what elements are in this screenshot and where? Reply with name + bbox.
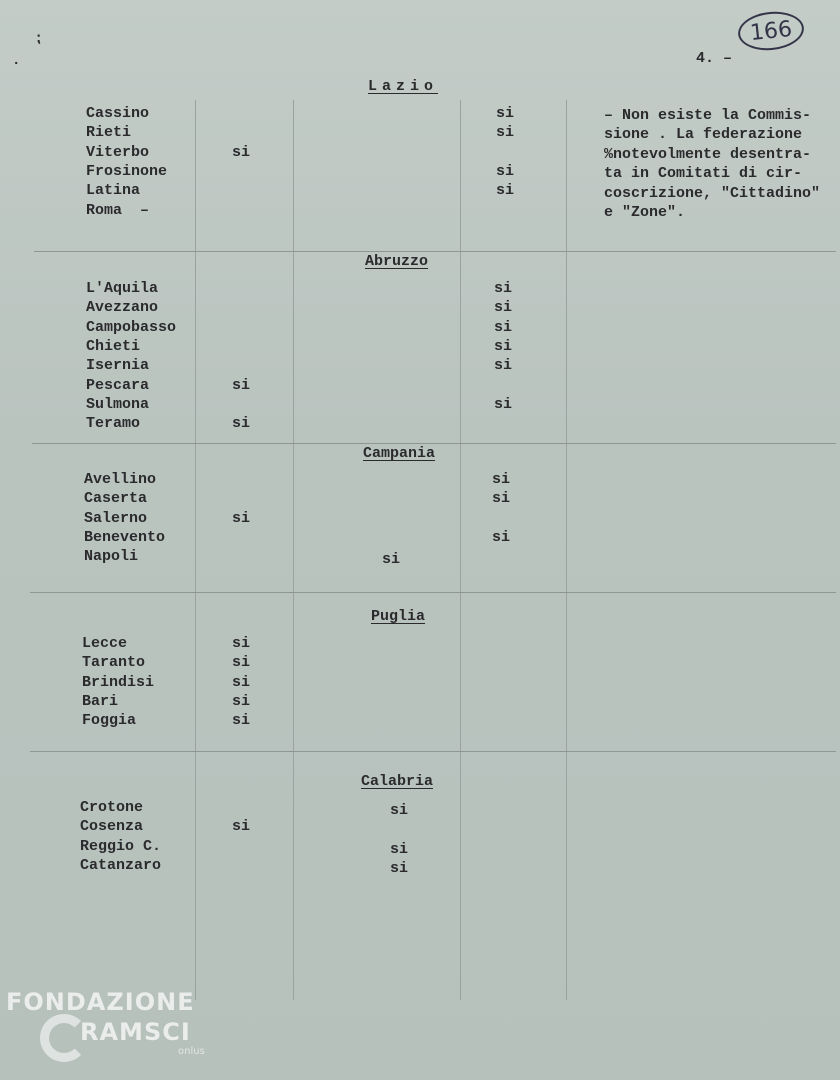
table-row [80,798,640,817]
city-name: Brindisi [82,673,155,691]
table-row [86,376,646,395]
table-row [86,201,646,220]
ink-dot: · [12,56,21,72]
col1-value: si [232,712,251,730]
city-name: Campobasso [86,318,177,336]
handwritten-page-number [736,9,806,54]
table-row [86,104,646,123]
table-row [86,143,646,162]
table-row [82,673,642,692]
section-divider [34,251,836,252]
table-row [86,318,646,337]
table-row [86,279,646,298]
city-name: Isernia [86,357,150,375]
ink-mark: ⁏ [36,31,41,47]
table-row [86,356,646,375]
table-row [84,470,644,489]
city-name: Frosinone [86,162,168,180]
city-name: Viterbo [86,143,150,161]
city-name: L'Aquila [86,280,159,297]
col1-value: si [232,654,251,672]
region-title-campania: Campania [363,445,436,462]
col2-value: si [390,859,409,877]
col2-value: si [390,802,409,819]
table-row [86,337,646,356]
col3-value: si [494,299,513,317]
col1-value: si [232,143,251,161]
col3-value: si [496,124,515,142]
col1-value: si [232,673,251,691]
city-name: Crotone [80,799,144,816]
sheet-number: 4. – [696,50,733,67]
col3-value: si [494,357,513,375]
table-row [80,837,640,856]
region-title-abruzzo: Abruzzo [365,253,429,270]
city-name: Avellino [84,471,157,488]
col3-value: si [494,318,513,336]
region-title-calabria: Calabria [361,773,434,790]
watermark-suffix: onlus [178,1046,205,1057]
city-name: Reggio C. [80,837,162,855]
col3-value: si [494,337,513,355]
city-name: Chieti [86,337,141,355]
city-name: Taranto [82,654,146,672]
city-name: Caserta [84,490,148,508]
col2-value: si [390,840,409,858]
table-row [86,162,646,181]
col1-value: si [232,692,251,710]
fondazione-gramsci-watermark [6,988,216,1070]
city-name: Salerno [84,509,148,527]
city-name: Pescara [86,376,150,394]
table-row [84,528,644,547]
city-name: Teramo [86,415,141,433]
city-name: Catanzaro [80,856,162,874]
watermark-line1: FONDAZIONE [6,988,195,1016]
table-row [86,181,646,200]
city-name: Cassino [86,105,150,122]
city-name: Avezzano [86,299,159,317]
col1-value: si [232,415,251,433]
col3-value: si [494,280,513,297]
col1-value: si [232,818,251,836]
city-name: Benevento [84,528,166,546]
table-row [86,414,646,433]
table-row [86,123,646,142]
col1-value: si [232,635,251,652]
col3-value: si [496,105,515,122]
table-row [84,547,644,569]
city-name: Lecce [82,635,128,652]
region-title-lazio: Lazio [368,78,439,95]
col1-value: si [232,509,251,527]
city-name: Cosenza [80,818,144,836]
col3-value: si [492,471,511,488]
city-name: Napoli [84,548,139,566]
city-name: Bari [82,692,119,710]
section-divider [30,751,836,752]
col3-value: si [496,182,515,200]
table-row [82,692,642,711]
page-number-text: 166 [748,16,794,46]
col2-value: si [382,551,401,569]
region-title-puglia: Puglia [371,608,426,625]
city-name: Roma – [86,201,150,219]
col1-value: si [232,376,251,394]
city-name: Rieti [86,124,132,142]
col3-value: si [492,490,511,508]
city-name: Latina [86,182,141,200]
col3-value: si [492,528,511,546]
col3-value: si [494,395,513,413]
city-name: Sulmona [86,395,150,413]
section-divider [32,443,836,444]
table-row [82,634,642,653]
table-row [80,856,640,875]
table-row [82,711,642,730]
table-row [80,817,640,836]
table-row [84,489,644,508]
city-name: Foggia [82,712,137,730]
table-row [84,509,644,528]
table-row [82,653,642,672]
table-row [86,395,646,414]
table-row [86,298,646,317]
lazio-note: – Non esiste la Commis- sione . La federazione %notevolmente desentra- ta in Comitati di cir- coscrizione, "Cittadino" e "Zone". [604,107,821,222]
section-divider [30,592,836,593]
watermark-line2: RAMSCI [80,1018,191,1046]
col3-value: si [496,162,515,180]
